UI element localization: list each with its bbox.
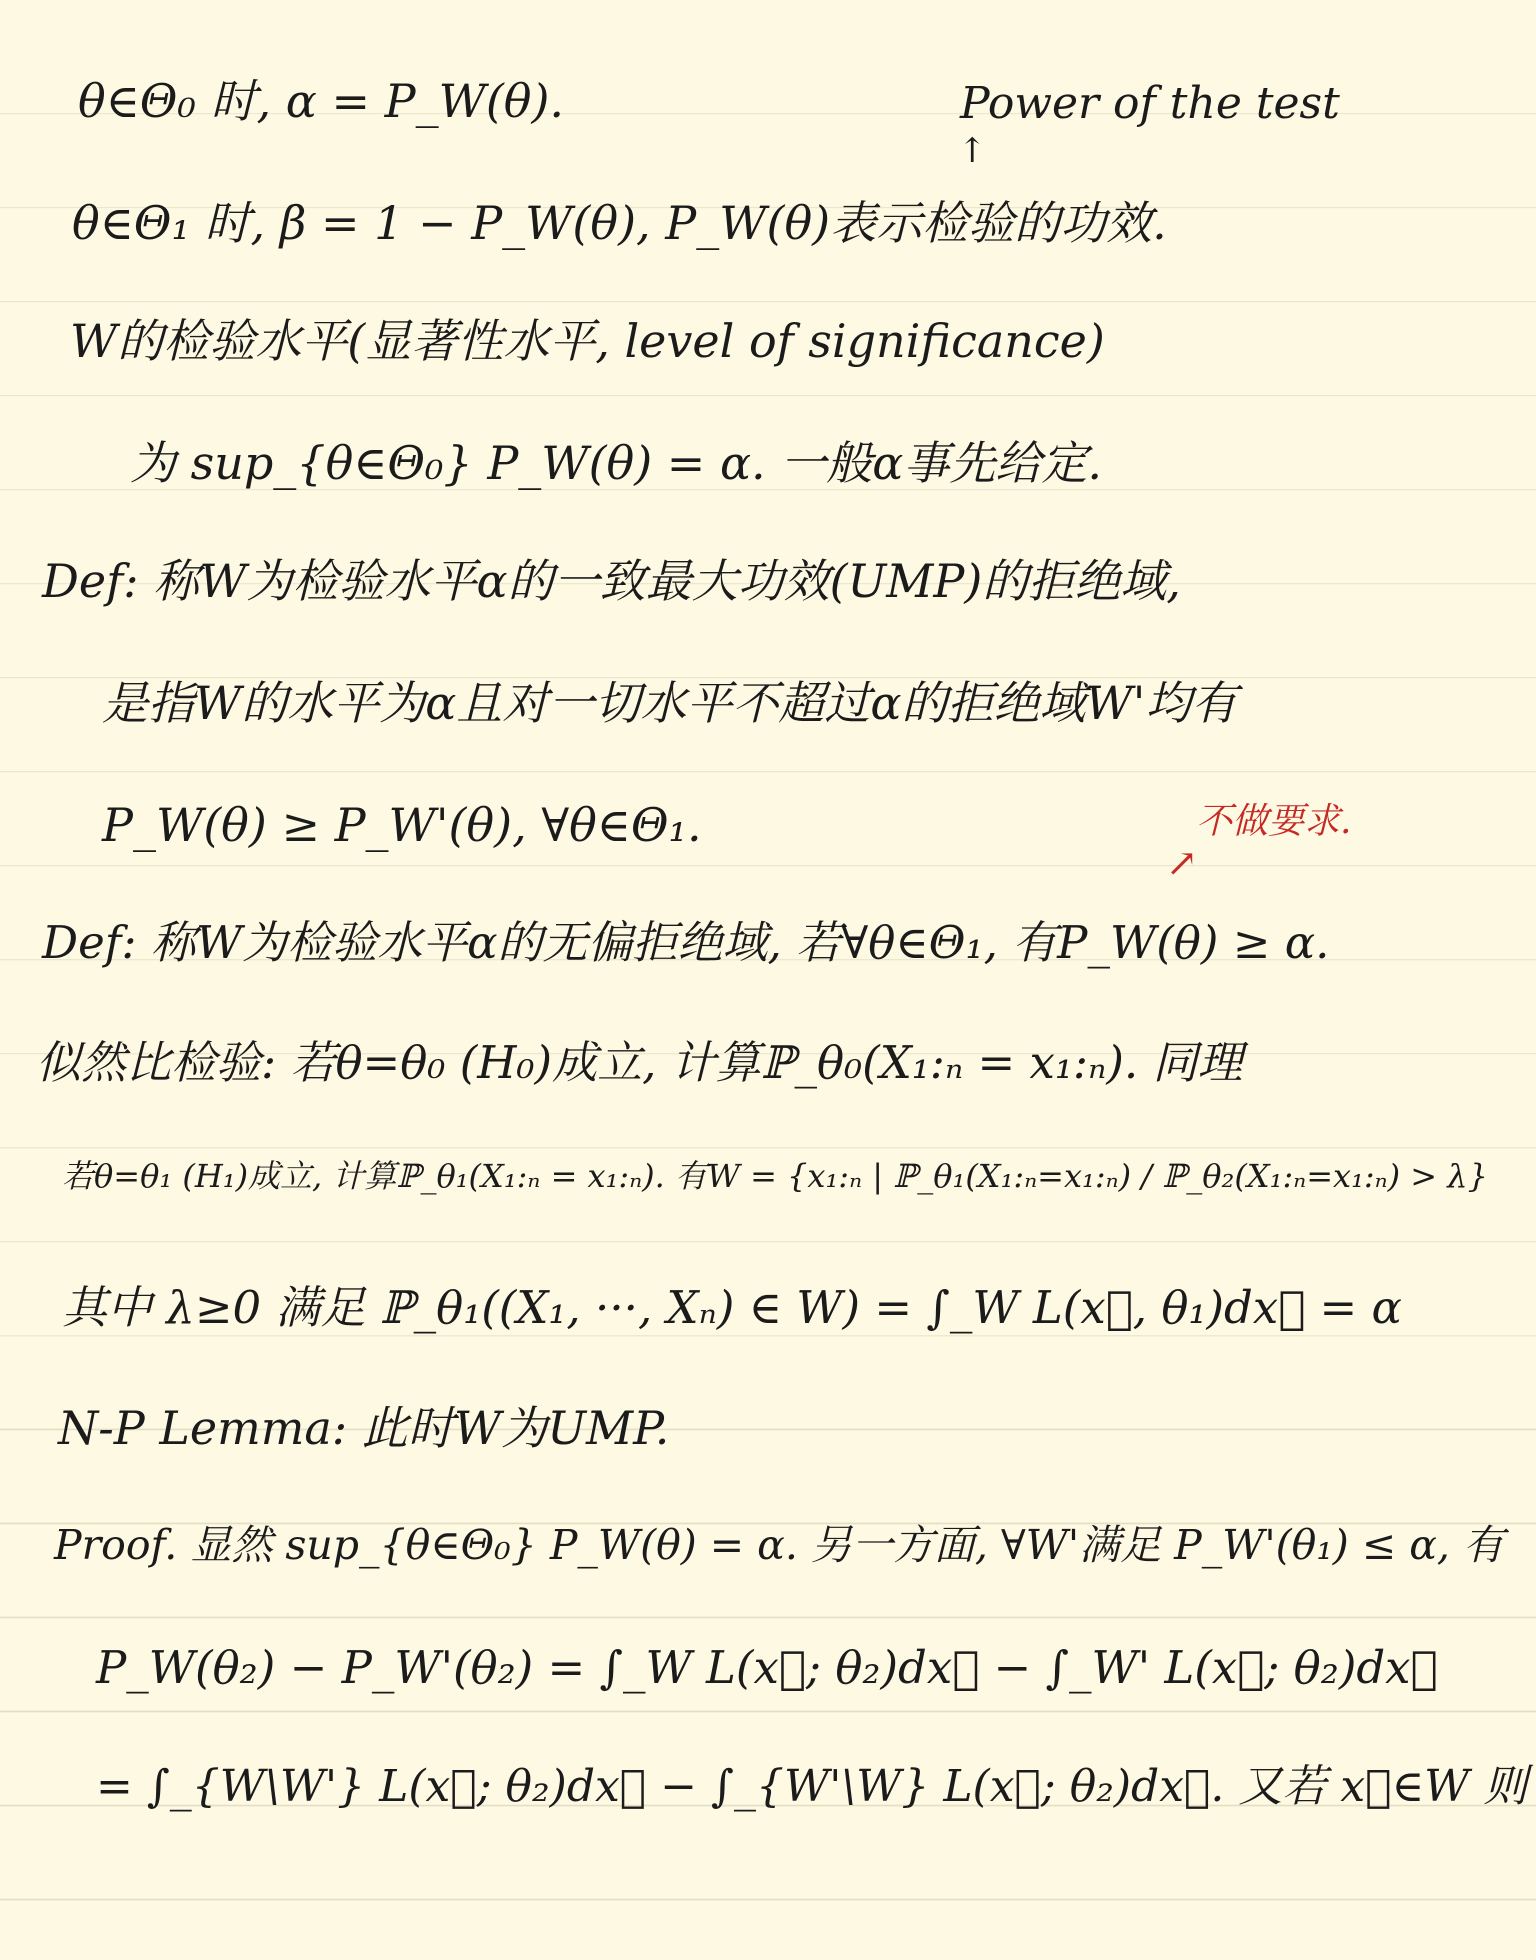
note-line-10: 若θ=θ₁ (H₁)成立, 计算ℙ_θ₁(X₁:ₙ = x₁:ₙ). 有W = {x₁:ₙ | ℙ_θ₁(X₁:ₙ=x₁:ₙ) / ℙ_θ₂(X₁:ₙ=x₁:ₙ) > λ} <box>62 1157 1488 1195</box>
note-line-proof: Proof. 显然 sup_{θ∈Θ₀} P_W(θ) = α. 另一方面, ∀W'满足 P_W'(θ₁) ≤ α, 有 <box>54 1521 1504 1569</box>
note-line-ump-definition: Def: 称W为检验水平α的一致最大功效(UMP)的拒绝域, <box>42 554 1181 608</box>
note-line-likelihood-ratio: 似然比检验: 若θ=θ₀ (H₀)成立, 计算ℙ_θ₀(X₁:ₙ = x₁:ₙ). 同理 <box>36 1036 1243 1089</box>
note-line-4: 为 sup_{θ∈Θ₀} P_W(θ) = α. 一般α事先给定. <box>130 436 1102 490</box>
up-arrow-icon: ↑ <box>958 131 987 171</box>
note-line-2: θ∈Θ₁ 时, β = 1 − P_W(θ), P_W(θ)表示检验的功效. <box>72 196 1167 250</box>
note-line-14: P_W(θ₂) − P_W'(θ₂) = ∫_W L(x⃗; θ₂)dx⃗ − ∫_W' L(x⃗; θ₂)dx⃗ <box>96 1641 1438 1694</box>
power-of-test-annotation: Power of the test <box>960 78 1340 129</box>
red-annotation-not-required: 不做要求. <box>1196 801 1352 842</box>
red-arrow-icon: ↗ <box>1166 841 1198 885</box>
note-line-7: P_W(θ) ≥ P_W'(θ), ∀θ∈Θ₁. <box>102 798 702 852</box>
note-line-15: = ∫_{W\W'} L(x⃗; θ₂)dx⃗ − ∫_{W'\W} L(x⃗; θ₂)dx⃗. 又若 x⃗∈W 则 <box>96 1761 1528 1812</box>
note-line-unbiased-definition: Def: 称W为检验水平α的无偏拒绝域, 若∀θ∈Θ₁, 有P_W(θ) ≥ α. <box>42 916 1330 969</box>
note-line-6: 是指W的水平为α且对一切水平不超过α的拒绝域W'均有 <box>102 676 1238 730</box>
note-line-np-lemma: N-P Lemma: 此时W为UMP. <box>58 1401 670 1455</box>
note-line-3: W的检验水平(显著性水平, level of significance) <box>70 314 1105 368</box>
note-line-1: θ∈Θ₀ 时, α = P_W(θ). <box>78 74 565 128</box>
note-line-11: 其中 λ≥0 满足 ℙ_θ₁((X₁, ···, Xₙ) ∈ W) = ∫_W L(x⃗, θ₁)dx⃗ = α <box>62 1281 1402 1334</box>
